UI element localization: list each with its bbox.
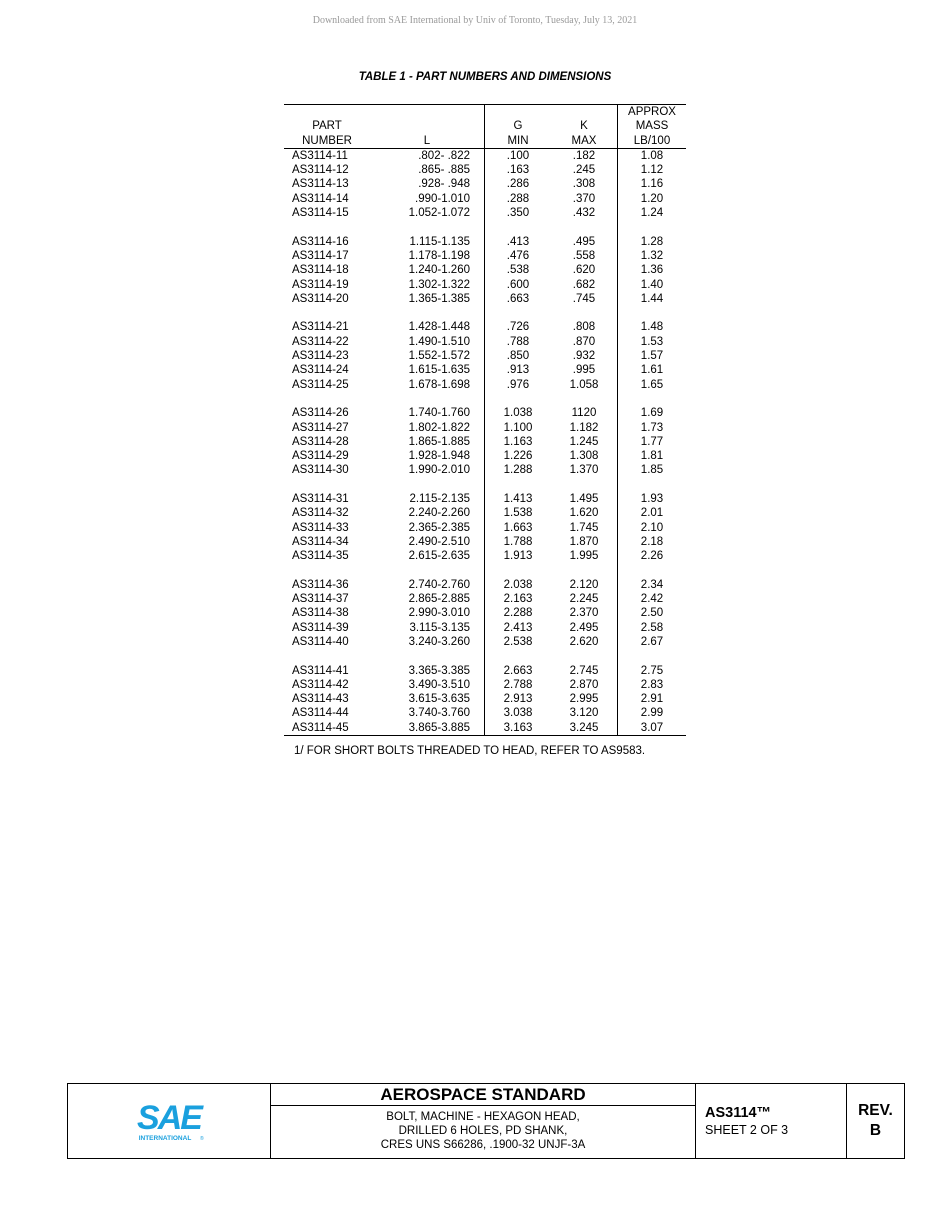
table-row [284, 349, 686, 363]
header-k-line2: MAX [571, 134, 597, 147]
cell-l: 2.240-2.260 [370, 506, 485, 520]
cell-k: 1.870 [551, 535, 618, 549]
cell-pn: AS3114-21 [292, 321, 349, 334]
cell-k: 3.120 [551, 706, 618, 720]
cell-g: .413 [506, 235, 530, 248]
cell-l: 3.740-3.760 [370, 706, 485, 720]
sae-logo-icon [129, 1099, 209, 1143]
group-spacer [284, 392, 686, 406]
spacer-cell [551, 392, 618, 406]
cell-k: 2.620 [551, 635, 618, 649]
cell-l: .865- .885 [370, 163, 485, 177]
sae-logo-registered: ® [200, 1136, 204, 1142]
cell-m: 2.42 [640, 593, 664, 606]
cell-g: .286 [506, 178, 530, 191]
cell-m: 1.81 [640, 450, 664, 463]
cell-pn: AS3114-30 [292, 464, 349, 477]
footnote: 1/ FOR SHORT BOLTS THREADED TO HEAD, REFER TO AS9583. [294, 745, 646, 757]
table-row [284, 578, 686, 592]
cell-pn: AS3114-39 [292, 621, 349, 634]
cell-m: 1.93 [640, 493, 664, 506]
cell-pn: AS3114-45 [292, 721, 349, 734]
header-g-line1: G [513, 120, 523, 133]
cell-g: 1.163 [503, 435, 533, 448]
header-g-line2: MIN [507, 134, 529, 147]
cell-pn: AS3114-32 [292, 507, 349, 520]
sae-logo [68, 1084, 271, 1158]
spacer-cell [370, 649, 485, 663]
spacer-cell [370, 478, 485, 492]
cell-l: .928- .948 [370, 177, 485, 191]
header-mass-line1: APPROX [628, 106, 676, 118]
cell-l: 3.490-3.510 [370, 678, 485, 692]
cell-pn: AS3114-35 [292, 550, 349, 563]
cell-l: 1.802-1.822 [370, 421, 485, 435]
header-part-number-line1: PART [312, 120, 342, 133]
cell-m: 1.77 [640, 435, 664, 448]
cell-k: 1.620 [551, 506, 618, 520]
spacer-cell [284, 564, 370, 578]
cell-l: 1.365-1.385 [370, 292, 485, 306]
cell-pn: AS3114-12 [292, 164, 349, 177]
cell-k: 1.370 [551, 463, 618, 477]
spacer-cell [284, 478, 370, 492]
cell-g: .976 [506, 378, 530, 391]
cell-l: 1.178-1.198 [370, 249, 485, 263]
cell-pn: AS3114-29 [292, 450, 349, 463]
cell-k: 2.870 [551, 678, 618, 692]
cell-l: 3.865-3.885 [370, 721, 485, 736]
document-id-cell [696, 1084, 847, 1158]
cell-k: .432 [551, 206, 618, 220]
table-row [284, 463, 686, 477]
cell-pn: AS3114-44 [292, 707, 349, 720]
cell-m: 1.32 [640, 249, 664, 262]
table-row [284, 521, 686, 535]
cell-g: .100 [506, 149, 530, 162]
cell-g: 2.163 [503, 593, 533, 606]
cell-k: 2.370 [551, 606, 618, 620]
table-row [284, 235, 686, 249]
spacer-cell [551, 220, 618, 234]
cell-k: .495 [551, 235, 618, 249]
download-watermark: Downloaded from SAE International by Univ of Toronto, Tuesday, July 13, 2021 [312, 15, 638, 26]
cell-m: 2.58 [640, 621, 664, 634]
cell-g: .288 [506, 192, 530, 205]
table-row [284, 449, 686, 463]
table-row [284, 678, 686, 692]
cell-k: .245 [551, 163, 618, 177]
cell-m: 1.53 [640, 335, 664, 348]
table-row [284, 635, 686, 649]
cell-m: 2.91 [640, 693, 664, 706]
header-g [485, 105, 552, 149]
cell-k: 1.495 [551, 492, 618, 506]
cell-g: 1.663 [503, 521, 533, 534]
header-part-number-line2: NUMBER [302, 134, 352, 147]
cell-g: 1.038 [503, 407, 533, 420]
cell-g: .600 [506, 278, 530, 291]
cell-m: 2.34 [640, 578, 664, 591]
cell-pn: AS3114-43 [292, 693, 349, 706]
cell-m: 1.08 [640, 149, 664, 162]
spacer-cell [551, 478, 618, 492]
cell-l: 1.115-1.135 [370, 235, 485, 249]
cell-g: 2.538 [503, 635, 533, 648]
cell-k: 1.995 [551, 549, 618, 563]
cell-k: 1.182 [551, 421, 618, 435]
spacer-cell [370, 392, 485, 406]
cell-m: 3.07 [640, 721, 664, 734]
cell-l: 1.615-1.635 [370, 363, 485, 377]
cell-m: 1.85 [640, 464, 664, 477]
cell-m: 2.67 [640, 635, 664, 648]
cell-g: 1.288 [503, 464, 533, 477]
header-l: L [370, 105, 485, 149]
spacer-cell [485, 220, 552, 234]
cell-m: 2.26 [640, 550, 664, 563]
cell-g: .476 [506, 249, 530, 262]
spacer-cell [618, 478, 687, 492]
title-block-center [271, 1084, 696, 1158]
table-row [284, 263, 686, 277]
cell-g: 1.538 [503, 507, 533, 520]
sae-logo-subtext: INTERNATIONAL [138, 1135, 192, 1142]
description-line-1: BOLT, MACHINE - HEXAGON HEAD, [386, 1111, 580, 1123]
spacer-cell [551, 564, 618, 578]
cell-k: 1120 [551, 406, 618, 420]
cell-g: 2.038 [503, 578, 533, 591]
parts-table-container [284, 104, 686, 736]
cell-k: .682 [551, 278, 618, 292]
spacer-cell [551, 306, 618, 320]
cell-m: 1.69 [640, 407, 664, 420]
cell-g: 1.226 [503, 450, 533, 463]
spacer-cell [618, 392, 687, 406]
cell-l: 1.240-1.260 [370, 263, 485, 277]
cell-pn: AS3114-24 [292, 364, 349, 377]
cell-k: 2.495 [551, 621, 618, 635]
cell-k: .995 [551, 363, 618, 377]
cell-m: 1.73 [640, 421, 664, 434]
cell-g: 1.413 [503, 493, 533, 506]
cell-pn: AS3114-13 [292, 178, 349, 191]
spacer-cell [485, 478, 552, 492]
cell-m: 2.01 [640, 507, 664, 520]
cell-g: .538 [506, 264, 530, 277]
table-row [284, 163, 686, 177]
cell-pn: AS3114-34 [292, 535, 349, 548]
cell-m: 2.75 [640, 664, 664, 677]
spacer-cell [284, 306, 370, 320]
cell-k: .558 [551, 249, 618, 263]
cell-pn: AS3114-42 [292, 678, 349, 691]
cell-l: 2.865-2.885 [370, 592, 485, 606]
cell-pn: AS3114-27 [292, 421, 349, 434]
cell-k: 1.058 [551, 378, 618, 392]
cell-k: .932 [551, 349, 618, 363]
cell-m: 1.61 [640, 364, 664, 377]
table-row [284, 506, 686, 520]
table-row [284, 406, 686, 420]
table-row [284, 549, 686, 563]
cell-m: 2.18 [640, 535, 664, 548]
table-body [284, 148, 686, 735]
table-title: TABLE 1 - PART NUMBERS AND DIMENSIONS [358, 71, 612, 83]
cell-k: 1.308 [551, 449, 618, 463]
cell-l: 1.740-1.760 [370, 406, 485, 420]
cell-g: 3.038 [503, 707, 533, 720]
cell-pn: AS3114-17 [292, 249, 349, 262]
cell-pn: AS3114-37 [292, 593, 349, 606]
cell-k: 3.245 [551, 721, 618, 736]
cell-k: .808 [551, 320, 618, 334]
group-spacer [284, 564, 686, 578]
cell-l: 1.678-1.698 [370, 378, 485, 392]
cell-g: .850 [506, 350, 530, 363]
table-row [284, 363, 686, 377]
cell-g: 3.163 [503, 721, 533, 734]
cell-pn: AS3114-31 [292, 493, 349, 506]
cell-k: 2.245 [551, 592, 618, 606]
cell-g: .788 [506, 335, 530, 348]
cell-m: 2.83 [640, 678, 664, 691]
cell-k: .370 [551, 192, 618, 206]
cell-g: 1.788 [503, 535, 533, 548]
cell-k: 2.745 [551, 664, 618, 678]
cell-pn: AS3114-20 [292, 292, 349, 305]
cell-g: 2.288 [503, 607, 533, 620]
cell-g: .726 [506, 321, 530, 334]
table-row [284, 721, 686, 736]
cell-pn: AS3114-26 [292, 407, 349, 420]
table-row [284, 592, 686, 606]
revision-value: B [869, 1122, 882, 1139]
table-row [284, 292, 686, 306]
header-k [551, 105, 618, 149]
cell-l: 3.240-3.260 [370, 635, 485, 649]
cell-g: 2.913 [503, 693, 533, 706]
spacer-cell [618, 306, 687, 320]
table-row [284, 206, 686, 220]
header-mass-line2: MASS [635, 120, 669, 133]
table-row [284, 621, 686, 635]
cell-k: .745 [551, 292, 618, 306]
cell-l: 1.428-1.448 [370, 320, 485, 334]
cell-l: 2.990-3.010 [370, 606, 485, 620]
table-row [284, 435, 686, 449]
header-part-number [284, 105, 370, 149]
description-line-3: CRES UNS S66286, .1900-32 UNJF-3A [380, 1139, 586, 1151]
cell-pn: AS3114-22 [292, 335, 349, 348]
cell-l: 1.865-1.885 [370, 435, 485, 449]
cell-k: 1.245 [551, 435, 618, 449]
cell-l: 3.365-3.385 [370, 664, 485, 678]
cell-m: 1.16 [640, 178, 664, 191]
cell-m: 1.65 [640, 378, 664, 391]
cell-m: 2.10 [640, 521, 664, 534]
group-spacer [284, 220, 686, 234]
cell-pn: AS3114-33 [292, 521, 349, 534]
spacer-cell [618, 564, 687, 578]
cell-pn: AS3114-41 [292, 664, 349, 677]
spacer-cell [485, 564, 552, 578]
cell-g: 2.788 [503, 678, 533, 691]
table-row [284, 606, 686, 620]
cell-m: 2.50 [640, 607, 664, 620]
cell-g: .663 [506, 292, 530, 305]
standard-heading: AEROSPACE STANDARD [271, 1084, 695, 1106]
cell-k: 2.995 [551, 692, 618, 706]
table-row [284, 192, 686, 206]
cell-pn: AS3114-25 [292, 378, 349, 391]
cell-g: 2.663 [503, 664, 533, 677]
table-row [284, 535, 686, 549]
parts-table [284, 104, 686, 736]
group-spacer [284, 649, 686, 663]
cell-m: 1.48 [640, 321, 664, 334]
table-row [284, 692, 686, 706]
standard-description [271, 1106, 695, 1158]
cell-pn: AS3114-38 [292, 607, 349, 620]
cell-m: 1.44 [640, 292, 664, 305]
spacer-cell [284, 392, 370, 406]
cell-k: 2.120 [551, 578, 618, 592]
revision-cell [847, 1084, 904, 1158]
cell-k: .870 [551, 335, 618, 349]
cell-l: 1.302-1.322 [370, 278, 485, 292]
spacer-cell [485, 392, 552, 406]
cell-pn: AS3114-11 [292, 149, 348, 162]
cell-l: 2.115-2.135 [370, 492, 485, 506]
cell-k: .308 [551, 177, 618, 191]
table-header-row [284, 105, 686, 149]
table-row [284, 177, 686, 191]
spacer-cell [284, 220, 370, 234]
spacer-cell [618, 220, 687, 234]
cell-pn: AS3114-23 [292, 350, 349, 363]
cell-l: .990-1.010 [370, 192, 485, 206]
cell-m: 1.36 [640, 264, 664, 277]
table-row [284, 335, 686, 349]
cell-l: .802- .822 [370, 148, 485, 163]
cell-l: 2.490-2.510 [370, 535, 485, 549]
cell-l: 1.928-1.948 [370, 449, 485, 463]
cell-m: 1.24 [640, 207, 664, 220]
cell-g: .163 [506, 164, 530, 177]
group-spacer [284, 306, 686, 320]
revision-label: REV. [858, 1102, 893, 1119]
cell-m: 1.20 [640, 192, 664, 205]
cell-m: 2.99 [640, 707, 664, 720]
cell-pn: AS3114-14 [292, 192, 349, 205]
spacer-cell [370, 564, 485, 578]
title-block [67, 1083, 905, 1159]
header-k-line1: K [580, 120, 588, 133]
table-row [284, 664, 686, 678]
cell-l: 1.052-1.072 [370, 206, 485, 220]
table-row [284, 148, 686, 163]
cell-pn: AS3114-18 [292, 264, 349, 277]
cell-pn: AS3114-16 [292, 235, 349, 248]
cell-g: .350 [506, 207, 530, 220]
spacer-cell [618, 649, 687, 663]
cell-l: 2.365-2.385 [370, 521, 485, 535]
cell-l: 2.740-2.760 [370, 578, 485, 592]
cell-pn: AS3114-36 [292, 578, 349, 591]
document-number: AS3114™ [705, 1105, 772, 1121]
spacer-cell [485, 649, 552, 663]
cell-g: 1.913 [503, 550, 533, 563]
table-row [284, 249, 686, 263]
cell-m: 1.28 [640, 235, 664, 248]
cell-l: 1.490-1.510 [370, 335, 485, 349]
cell-m: 1.12 [640, 164, 664, 177]
table-row [284, 278, 686, 292]
cell-l: 2.615-2.635 [370, 549, 485, 563]
table-row [284, 492, 686, 506]
description-line-2: DRILLED 6 HOLES, PD SHANK, [398, 1125, 568, 1137]
cell-pn: AS3114-28 [292, 435, 349, 448]
cell-g: .913 [506, 364, 530, 377]
cell-l: 1.990-2.010 [370, 463, 485, 477]
table-row [284, 421, 686, 435]
table-row [284, 320, 686, 334]
cell-k: .620 [551, 263, 618, 277]
spacer-cell [485, 306, 552, 320]
group-spacer [284, 478, 686, 492]
cell-l: 1.552-1.572 [370, 349, 485, 363]
table-row [284, 706, 686, 720]
spacer-cell [284, 649, 370, 663]
cell-m: 1.57 [640, 350, 664, 363]
table-row [284, 378, 686, 392]
header-mass-line3: LB/100 [633, 134, 671, 147]
cell-g: 1.100 [503, 421, 533, 434]
cell-pn: AS3114-15 [292, 207, 349, 220]
cell-g: 2.413 [503, 621, 533, 634]
cell-l: 3.615-3.635 [370, 692, 485, 706]
cell-m: 1.40 [640, 278, 664, 291]
cell-k: .182 [551, 148, 618, 163]
cell-l: 3.115-3.135 [370, 621, 485, 635]
spacer-cell [370, 220, 485, 234]
cell-pn: AS3114-19 [292, 278, 349, 291]
spacer-cell [370, 306, 485, 320]
cell-k: 1.745 [551, 521, 618, 535]
sheet-number: SHEET 2 OF 3 [705, 1123, 789, 1137]
header-mass [618, 105, 687, 149]
cell-pn: AS3114-40 [292, 635, 349, 648]
spacer-cell [551, 649, 618, 663]
sae-logo-text: SAE [137, 1099, 201, 1137]
